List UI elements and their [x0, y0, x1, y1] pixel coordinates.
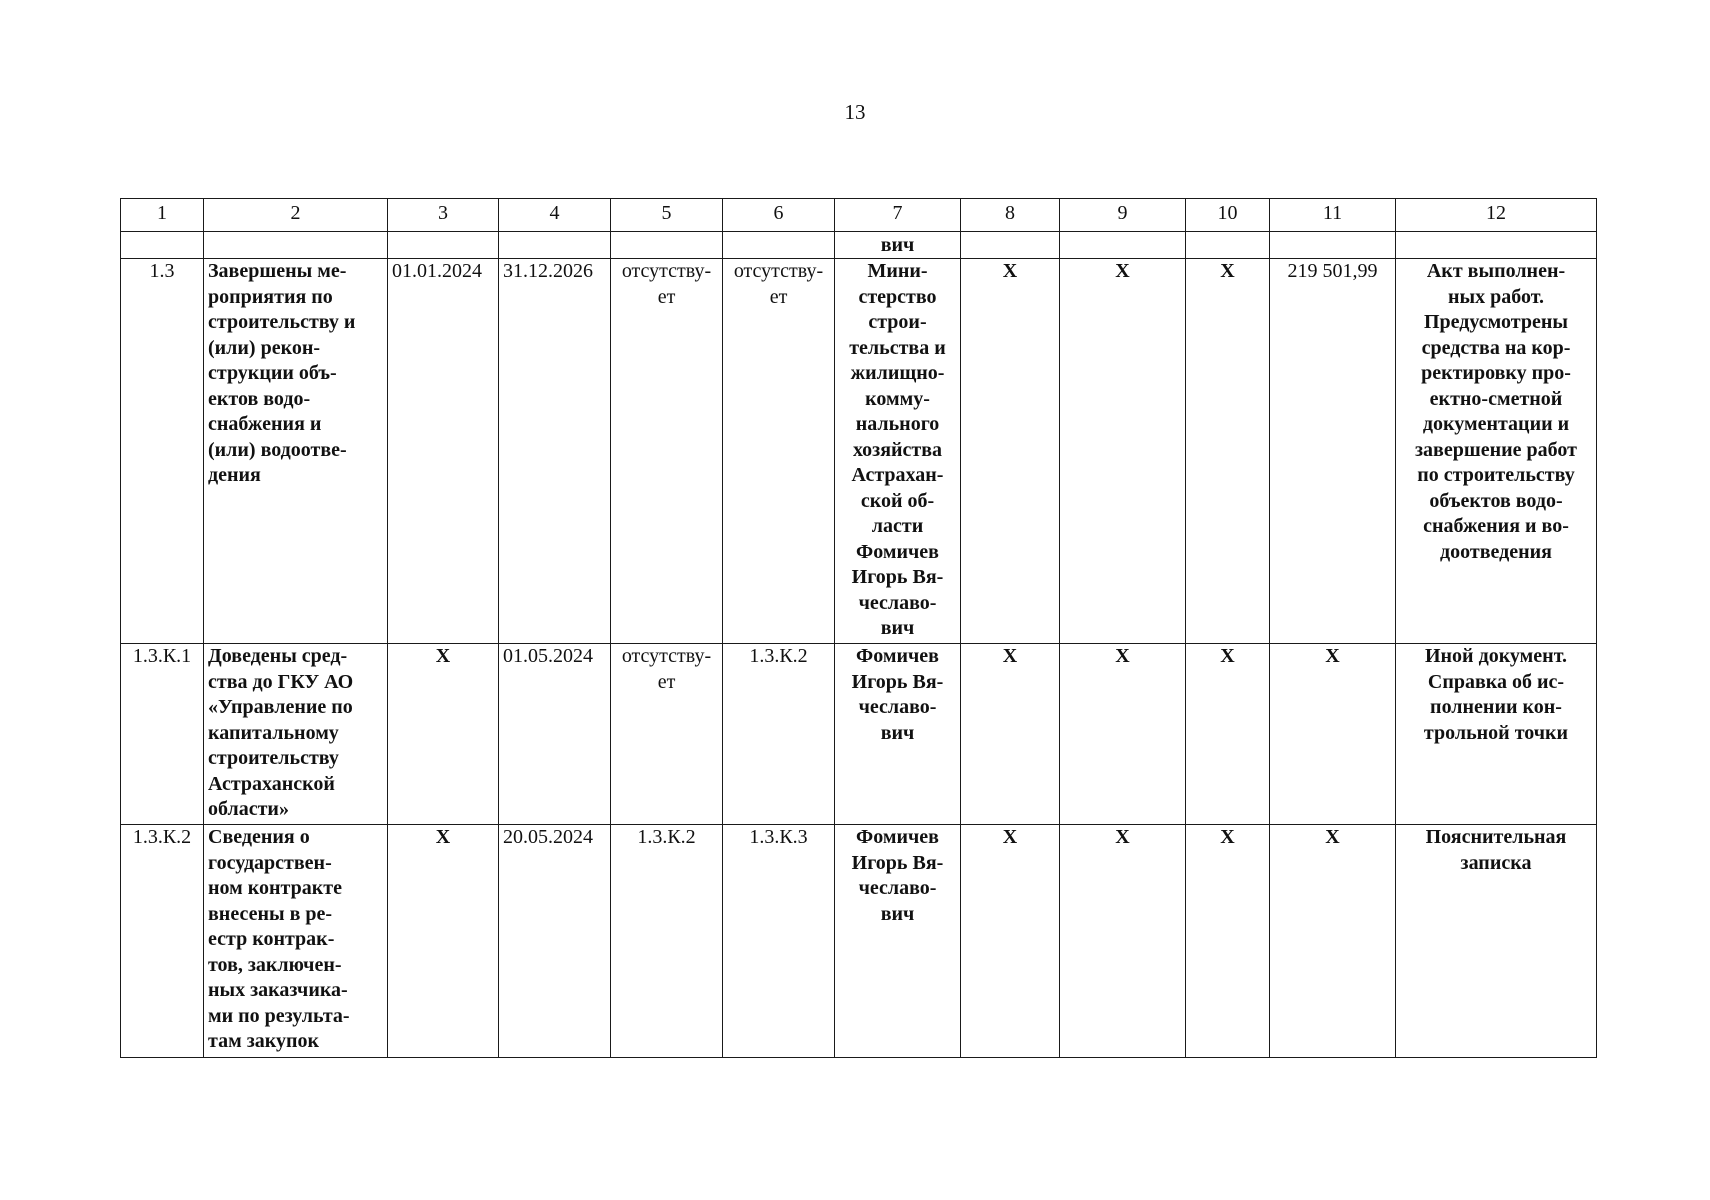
row-id-cell: 1.3.К.2 — [121, 825, 204, 1058]
table-cell — [1270, 232, 1396, 259]
table-cell — [611, 232, 723, 259]
control-points-table — [120, 198, 1597, 1058]
col9-cell: X — [1060, 825, 1186, 1058]
col9-cell: X — [1060, 644, 1186, 825]
responsible-cell: Фомичев Игорь Вя- чеславо- вич — [835, 644, 961, 825]
row-name-cell: Сведения о государствен- ном контракте внесены в ре- естр контрак- тов, заключен- ных заказчика- ми по результа- там закупок — [204, 825, 388, 1058]
header-cell: 2 — [204, 199, 388, 232]
start-date-cell: 01.01.2024 — [388, 259, 499, 644]
predecessor-cell: 1.3.К.2 — [611, 825, 723, 1058]
table-cell — [1396, 232, 1597, 259]
header-cell: 8 — [961, 199, 1060, 232]
col10-cell: X — [1186, 259, 1270, 644]
continuation-row — [121, 232, 1597, 259]
table-cell — [961, 232, 1060, 259]
col8-cell: X — [961, 825, 1060, 1058]
document-cell: Пояснительная записка — [1396, 825, 1597, 1058]
table-row — [121, 644, 1597, 825]
table-cell — [499, 232, 611, 259]
table-cell — [204, 232, 388, 259]
start-date-cell: X — [388, 825, 499, 1058]
predecessor-cell: отсутству- ет — [611, 259, 723, 644]
header-cell: 12 — [1396, 199, 1597, 232]
header-cell: 11 — [1270, 199, 1396, 232]
predecessor-cell: отсутству- ет — [611, 644, 723, 825]
header-cell: 10 — [1186, 199, 1270, 232]
header-cell: 6 — [723, 199, 835, 232]
table-cell — [121, 232, 204, 259]
table-cell — [723, 232, 835, 259]
col10-cell: X — [1186, 825, 1270, 1058]
page-number: 13 — [844, 100, 866, 124]
amount-cell: X — [1270, 644, 1396, 825]
table-cell — [1060, 232, 1186, 259]
header-cell: 4 — [499, 199, 611, 232]
row-id-cell: 1.3 — [121, 259, 204, 644]
document-cell: Иной документ. Справка об ис- полнении кон- трольной точки — [1396, 644, 1597, 825]
end-date-cell: 01.05.2024 — [499, 644, 611, 825]
col8-cell: X — [961, 259, 1060, 644]
header-cell: 7 — [835, 199, 961, 232]
successor-cell: 1.3.К.3 — [723, 825, 835, 1058]
header-cell: 3 — [388, 199, 499, 232]
amount-cell: X — [1270, 825, 1396, 1058]
end-date-cell: 20.05.2024 — [499, 825, 611, 1058]
header-cell: 1 — [121, 199, 204, 232]
end-date-cell: 31.12.2026 — [499, 259, 611, 644]
row-name-cell: Завершены ме- роприятия по строительству и (или) рекон- струкции объ- ектов водо- снабжения и (или) водоотве- дения — [204, 259, 388, 644]
table-row — [121, 825, 1597, 1058]
col10-cell: X — [1186, 644, 1270, 825]
responsible-cell: Мини- стерство строи- тельства и жилищно- комму- нального хозяйства Астрахан- ской об- ласти Фомичев Игорь Вя- чеславо- вич — [835, 259, 961, 644]
continuation-responsible-cell: вич — [835, 232, 961, 259]
table-cell — [1186, 232, 1270, 259]
col9-cell: X — [1060, 259, 1186, 644]
successor-cell: отсутству- ет — [723, 259, 835, 644]
responsible-cell: Фомичев Игорь Вя- чеславо- вич — [835, 825, 961, 1058]
start-date-cell: X — [388, 644, 499, 825]
successor-cell: 1.3.К.2 — [723, 644, 835, 825]
row-id-cell: 1.3.К.1 — [121, 644, 204, 825]
amount-cell: 219 501,99 — [1270, 259, 1396, 644]
header-cell: 5 — [611, 199, 723, 232]
table-cell — [388, 232, 499, 259]
document-cell: Акт выполнен- ных работ. Предусмотрены средства на кор- ректировку про- ектно-сметной документации и завершение работ по строительству объектов водо- снабжения и во- доотведения — [1396, 259, 1597, 644]
header-row — [121, 199, 1597, 232]
table-row — [121, 259, 1597, 644]
header-cell: 9 — [1060, 199, 1186, 232]
row-name-cell: Доведены сред- ства до ГКУ АО «Управление по капитальному строительству Астраханской области» — [204, 644, 388, 825]
col8-cell: X — [961, 644, 1060, 825]
